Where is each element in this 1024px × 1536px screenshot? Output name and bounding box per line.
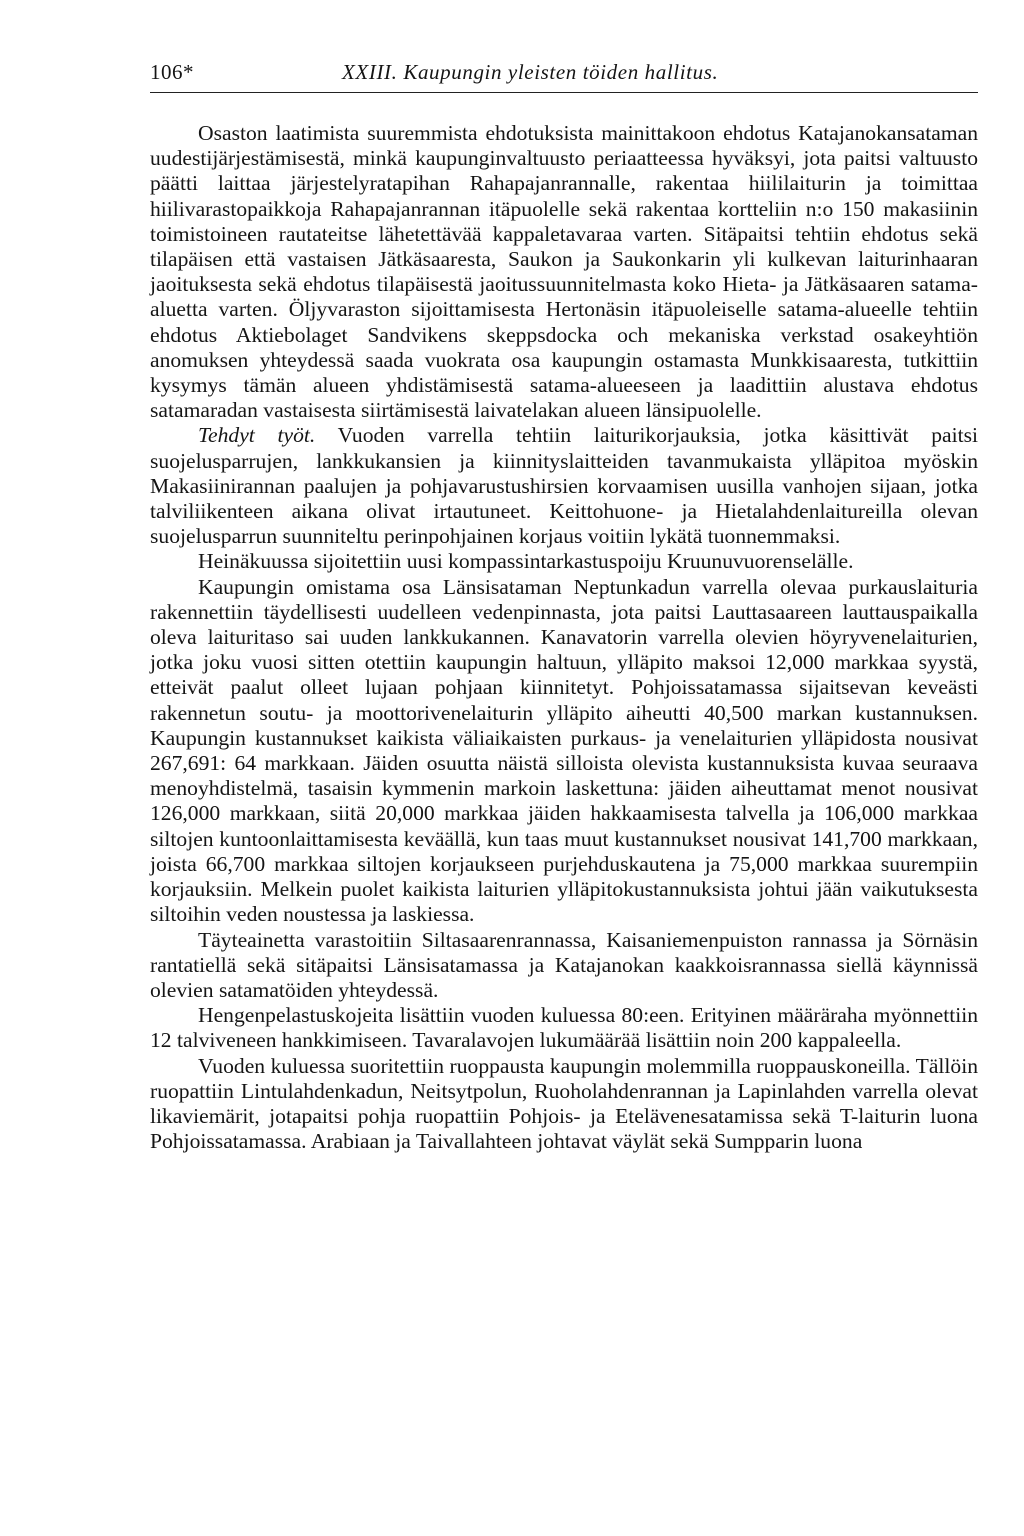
paragraph-text: Hengenpelastuskojeita lisättiin vuoden kuluessa 80:een. Erityinen määräraha myönnettiin 12 talviveneen hankkimiseen. Tavaralavojen lukumäärää lisättiin noin 200 kappaleella. [150, 1003, 978, 1053]
page-number: 106* [150, 60, 194, 84]
paragraph-text: Heinäkuussa sijoitettiin uusi kompassintarkastuspoiju Kruunuvuorenselälle. [198, 549, 854, 574]
paragraph-text: Täyteainetta varastoitiin Siltasaarenrannassa, Kaisaniemenpuiston rannassa ja Sörnäsin rantatiellä sekä sitäpaitsi Länsisatamassa ja Katajanokan kaakkoisrannassa siellä käynnissä olevien satamatöiden yhteydessä. [150, 927, 978, 1002]
paragraph-large-proposals [150, 121, 978, 423]
paragraph-text: Osaston laatimista suuremmista ehdotuksista mainittakoon ehdotus Katajanokansataman uudestijärjestämisestä, minkä kaupunginvaltuusto periaatteessa hyväksyi, jota paitsi valtuusto päätti laittaa järjestelyratapihan Rahapajanrannalle, rakentaa hiililaiturin ja toimittaa hiilivarastopaikkoja Rahapajanrannan itäpuolelle sekä rakentaa kortteliin n:o 150 makasiinin toimistoineen rautateitse lähetettävää kappaletavaraa varten. Sitäpaitsi tehtiin ehdotus sekä tilapäisen että vastaisen Jätkäsaaresta, Saukon ja Saukonkarin yli kulkevan laiturinhaaran jaoituksesta sekä ehdotus tilapäisestä jaoitussuunnitelmasta koko Hieta- ja Jätkäsaaren satama-aluetta varten. Öljyvaraston sijoittamisesta Hertonäsin itäpuoleiselle satama-alueelle tehtiin ehdotus Aktiebolaget Sandvikens skeppsdocka och mekaniska verkstad osakeyhtiön anomuksen yhteydessä saada vuokrata osa kaupungin ostamasta Munkkisaaresta, tutkittiin kysymys tämän alueen yhdistämisestä satama-alueeseen ja laadittiin alustava ehdotus satamaradan vastaisesta siirtämisestä laivatelakan alueen länsipuolelle. [150, 121, 978, 423]
document-page [150, 58, 978, 1154]
paragraph-quay-costs [150, 575, 978, 928]
section-subheading: Tehdyt työt. [198, 423, 316, 448]
body-text [150, 121, 978, 1154]
paragraph-completed-works [150, 423, 978, 549]
chapter-title: XXIII. Kaupungin yleisten töiden hallitus. [342, 60, 719, 84]
paragraph-text: Vuoden kuluessa suoritettiin ruoppausta kaupungin molemmilla ruoppauskoneilla. Tällöin ruopattiin Lintulahdenkadun, Neitsytpolun, Ruoholahdenrannan ja Lapinlahden varrella olevat likaviemärit, jotapaitsi pohja ruopattiin Pohjois- ja Etelävenesatamissa sekä T-laiturin luona Pohjoissatamassa. Arabiaan ja Taivallahteen johtavat väylät sekä Sumpparin luona [150, 1053, 978, 1154]
paragraph-text: Vuoden varrella tehtiin laiturikorjauksia, jotka käsittivät paitsi suojelusparrujen, lankkukansien ja kiinnityslaitteiden tavanmukaista ylläpitoa myöskin Makasiinirannan paalujen ja pohjavarustushirsien korvaamisen uusilla vanhojen sijaan, jotka talviliikenteen aikana olivat irtautuneet. Keittohuone- ja Hietalahdenlaitureilla olevan suojelusparrun suunniteltu perinpohjainen korjaus voitiin lykätä tuonnemmaksi. [150, 423, 979, 549]
paragraph-lifesaving-equipment [150, 1003, 978, 1053]
paragraph-text: Kaupungin omistama osa Länsisataman Neptunkadun varrella olevaa purkauslaituria rakennettiin täydellisesti uudelleen vedenpinnasta, jota paitsi Lauttasaareen lauttauspaikalla oleva laituritaso sai uuden lankkukannen. Kanavatorin varrella olevien höyryvenelaiturien, jotka joku vuosi sitten otettiin kaupungin haltuun, ylläpito maksoi 12,000 markkaa syystä, etteivät paalut olleet lujaan pohjaan kiinnitetyt. Pohjoissatamassa sijaitsevan keveästi rakennetun soutu- ja moottorivenelaiturin ylläpito aiheutti 40,500 markan kustannuksen. Kaupungin kustannukset kaikista väliaikaisten purkaus- ja venelaiturien ylläpidosta nousivat 267,691: 64 markkaan. Jäiden osuutta näistä silloista olevista kustannuksista kuvaa seuraava menoyhdistelmä, tasaisin kymmenin markoin laskettuna: jäiden aiheuttamat menot nousivat 126,000 markkaan, siitä 20,000 markkaa jäiden hakkaamisesta talvella ja 106,000 markkaa siltojen kuntoonlaittamisesta keväällä, kun taas muut kustannukset nousivat 141,700 markkaan, joista 66,700 markkaa siltojen korjaukseen purjehduskautena ja 75,000 markkaa suurempiin korjauksiin. Melkein puolet kaikista laiturien ylläpitokustannuksista johtui jään vaikutuksesta siltoihin veden noustessa ja laskiessa. [150, 574, 978, 927]
paragraph-dredging [150, 1054, 978, 1155]
running-header [150, 58, 978, 93]
paragraph-fill-material [150, 928, 978, 1004]
paragraph-compass-buoy [150, 549, 978, 574]
